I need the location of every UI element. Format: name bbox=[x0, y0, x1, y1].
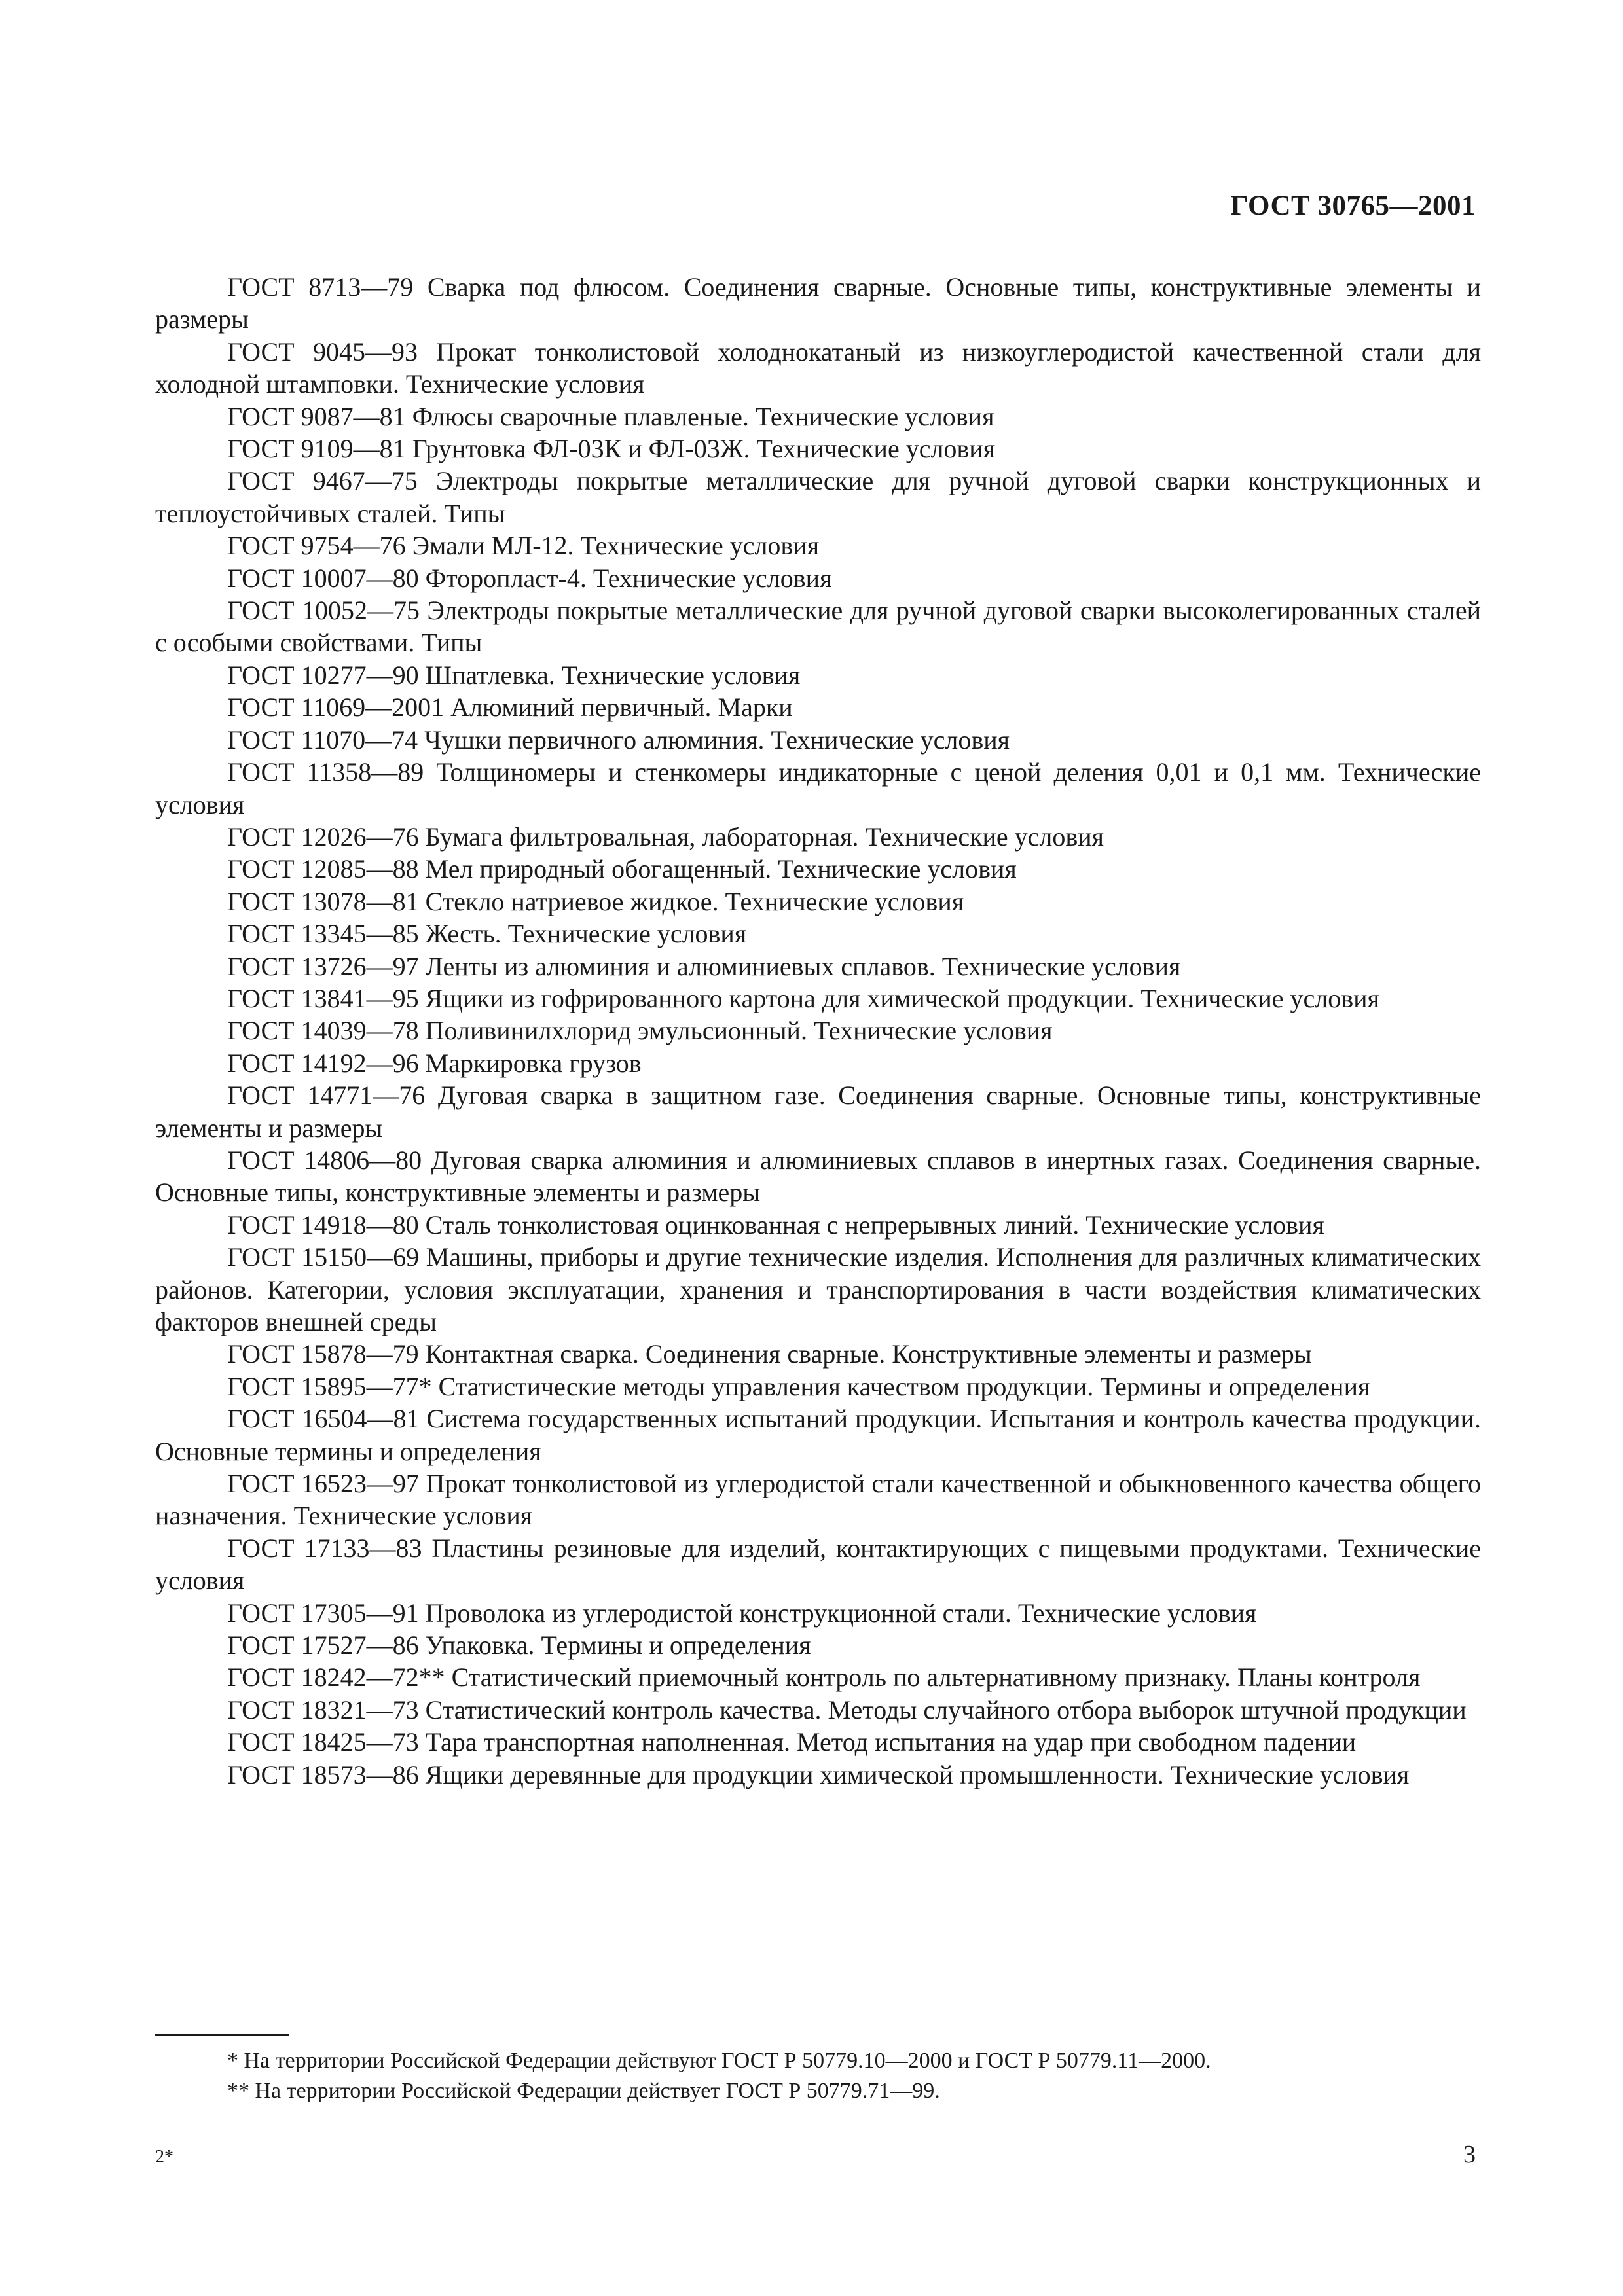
reference-entry: ГОСТ 18242—72** Статистический приемочный контроль по альтернативному признаку. Планы контроля bbox=[227, 1662, 1421, 1693]
reference-entry: ГОСТ 15895—77* Статистические методы управления качеством продукции. Термины и определения bbox=[227, 1371, 1370, 1401]
reference-entry: ГОСТ 14039—78 Поливинилхлорид эмульсионный. Технические условия bbox=[227, 1016, 1053, 1046]
reference-entry: ГОСТ 16504—81 Система государственных испытаний продукции. Испытания и контроль качества продукции. Основные термины и определения bbox=[155, 1404, 1481, 1466]
reference-entry: ГОСТ 17527—86 Упаковка. Термины и определения bbox=[227, 1630, 811, 1660]
reference-entry: ГОСТ 14771—76 Дуговая сварка в защитном газе. Соединения сварные. Основные типы, конструктивные элементы и размеры bbox=[155, 1081, 1481, 1143]
reference-entry: ГОСТ 14192—96 Маркировка грузов bbox=[227, 1048, 642, 1078]
reference-entry: ГОСТ 9109—81 Грунтовка ФЛ-03К и ФЛ-03Ж. Технические условия bbox=[227, 434, 996, 464]
document-id-header: ГОСТ 30765—2001 bbox=[1230, 190, 1476, 221]
reference-entry: ГОСТ 17305—91 Проволока из углеродистой конструкционной стали. Технические условия bbox=[227, 1598, 1257, 1628]
reference-entry: ГОСТ 8713—79 Сварка под флюсом. Соединения сварные. Основные типы, конструктивные элементы и размеры bbox=[155, 272, 1481, 334]
reference-entry: ГОСТ 11069—2001 Алюминий первичный. Марки bbox=[227, 692, 793, 723]
reference-entry: ГОСТ 10277—90 Шпатлевка. Технические условия bbox=[227, 660, 801, 690]
reference-entry: ГОСТ 15150—69 Машины, приборы и другие технические изделия. Исполнения для различных климатических районов. Категории, условия эксплуатации, хранения и транспортирования в части воздействия климатических факторов внешней среды bbox=[155, 1242, 1481, 1336]
sheet-mark: 2* bbox=[155, 2147, 173, 2167]
footnote-divider bbox=[155, 2034, 289, 2036]
reference-entry: ГОСТ 17133—83 Пластины резиновые для изделий, контактирующих с пищевыми продуктами. Технические условия bbox=[155, 1533, 1481, 1596]
footnotes bbox=[155, 2046, 1481, 2106]
reference-entry: ГОСТ 18425—73 Тара транспортная наполненная. Метод испытания на удар при свободном падении bbox=[227, 1727, 1357, 1757]
reference-entry: ГОСТ 10052—75 Электроды покрытые металлические для ручной дуговой сварки высоколегированных сталей с особыми свойствами. Типы bbox=[155, 596, 1481, 658]
reference-entry: ГОСТ 18321—73 Статистический контроль качества. Методы случайного отбора выборок штучной продукции bbox=[227, 1695, 1467, 1725]
reference-entry: ГОСТ 13726—97 Ленты из алюминия и алюминиевых сплавов. Технические условия bbox=[227, 951, 1181, 981]
reference-entry: ГОСТ 18573—86 Ящики деревянные для продукции химической промышленности. Технические условия bbox=[227, 1759, 1410, 1789]
reference-entry: ГОСТ 9754—76 Эмали МЛ-12. Технические условия bbox=[227, 531, 820, 561]
footnote-1: * На территории Российской Федерации действуют ГОСТ Р 50779.10—2000 и ГОСТ Р 50779.11—2000. bbox=[227, 2049, 1211, 2073]
reference-entry: ГОСТ 13841—95 Ящики из гофрированного картона для химической продукции. Технические условия bbox=[227, 983, 1379, 1013]
footnote-2: ** На территории Российской Федерации действует ГОСТ Р 50779.71—99. bbox=[227, 2079, 940, 2103]
reference-entry: ГОСТ 11358—89 Толщиномеры и стенкомеры индикаторные с ценой деления 0,01 и 0,1 мм. Технические условия bbox=[155, 757, 1481, 819]
reference-entry: ГОСТ 9087—81 Флюсы сварочные плавленые. Технические условия bbox=[227, 401, 994, 431]
reference-entry: ГОСТ 14918—80 Сталь тонколистовая оцинкованная с непрерывных линий. Технические условия bbox=[227, 1210, 1324, 1240]
reference-entry: ГОСТ 13345—85 Жесть. Технические условия bbox=[227, 919, 747, 949]
reference-entry: ГОСТ 9045—93 Прокат тонколистовой холоднокатаный из низкоуглеродистой качественной стали для холодной штамповки. Технические условия bbox=[155, 336, 1481, 399]
reference-entry: ГОСТ 14806—80 Дуговая сварка алюминия и алюминиевых сплавов в инертных газах. Соединения сварные. Основные типы, конструктивные элементы и размеры bbox=[155, 1145, 1481, 1208]
reference-entry: ГОСТ 12026—76 Бумага фильтровальная, лабораторная. Технические условия bbox=[227, 821, 1104, 852]
reference-entry: ГОСТ 11070—74 Чушки первичного алюминия. Технические условия bbox=[227, 725, 1010, 755]
reference-entry: ГОСТ 13078—81 Стекло натриевое жидкое. Технические условия bbox=[227, 886, 964, 916]
page-number: 3 bbox=[1463, 2141, 1476, 2168]
reference-entry: ГОСТ 10007—80 Фторопласт-4. Технические условия bbox=[227, 563, 832, 593]
normative-references-list bbox=[155, 271, 1481, 1791]
reference-entry: ГОСТ 16523—97 Прокат тонколистовой из углеродистой стали качественной и обыкновенного качества общего назначения. Технические условия bbox=[155, 1469, 1481, 1531]
reference-entry: ГОСТ 12085—88 Мел природный обогащенный. Технические условия bbox=[227, 854, 1017, 884]
reference-entry: ГОСТ 15878—79 Контактная сварка. Соединения сварные. Конструктивные элементы и размеры bbox=[227, 1339, 1312, 1369]
reference-entry: ГОСТ 9467—75 Электроды покрытые металлические для ручной дуговой сварки конструкционных и теплоустойчивых сталей. Типы bbox=[155, 466, 1481, 528]
